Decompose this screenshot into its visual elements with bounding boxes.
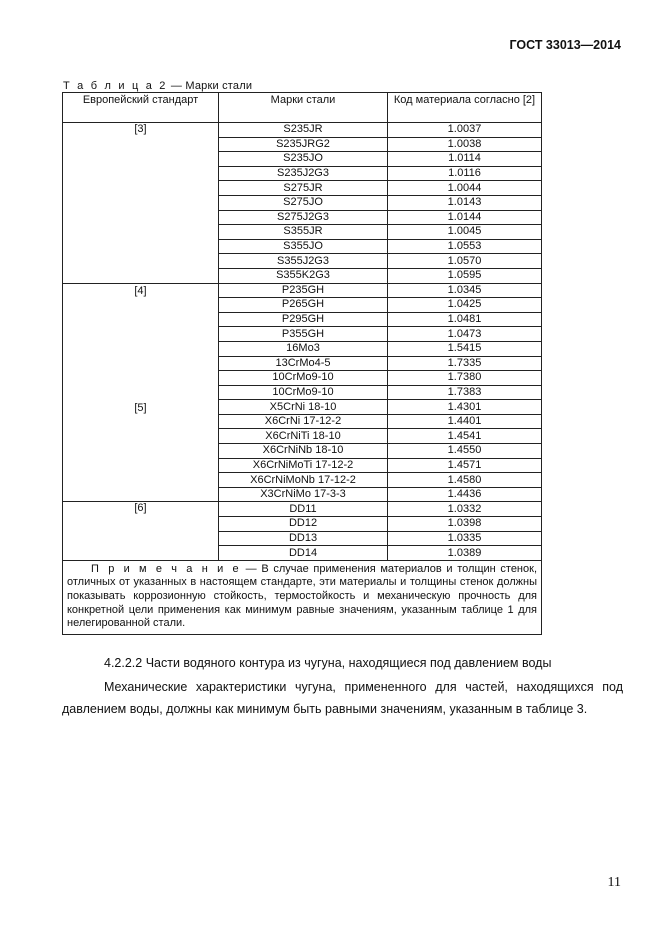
steel-grade-cell: DD12 <box>219 517 388 532</box>
material-code-cell: 1.0038 <box>388 137 542 152</box>
note-label: П р и м е ч а н и е <box>91 562 241 575</box>
table-note <box>63 560 542 634</box>
steel-grade-cell: S275J2G3 <box>219 210 388 225</box>
steel-grade-cell: P265GH <box>219 298 388 313</box>
note-text: — В случае применения материалов и толщин стенок, отличных от указанных в настоящем стандарте, эти материалы и толщины стенок должны показывать коррозионную стойкость, термостойкость и механическую прочность для конкретной цели применения как минимум равные значениям, указанным таблице 1 для нелегированной стали. <box>67 562 537 630</box>
document-header: ГОСТ 33013—2014 <box>509 38 621 52</box>
steel-grade-cell: S235JR <box>219 123 388 138</box>
table-body <box>63 123 542 635</box>
standard-label: [4] <box>134 284 147 297</box>
material-code-cell: 1.0481 <box>388 312 542 327</box>
standard-label: [5] <box>134 401 147 414</box>
steel-grade-cell: X5CrNi 18-10 <box>219 400 388 415</box>
steel-grade-cell: X3CrNiMo 17-3-3 <box>219 487 388 502</box>
material-code-cell: 1.0389 <box>388 546 542 561</box>
table-caption <box>63 80 252 92</box>
material-code-cell: 1.5415 <box>388 341 542 356</box>
steel-grade-cell: S355K2G3 <box>219 268 388 283</box>
table-header-row <box>63 93 542 123</box>
material-code-cell: 1.4401 <box>388 414 542 429</box>
steel-grade-cell: X6CrNiMoNb 17-12-2 <box>219 473 388 488</box>
material-code-cell: 1.0335 <box>388 531 542 546</box>
column-header-standard: Европейский стандарт <box>63 93 219 123</box>
material-code-cell: 1.0553 <box>388 239 542 254</box>
material-code-cell: 1.0425 <box>388 298 542 313</box>
material-code-cell: 1.0045 <box>388 225 542 240</box>
table-row <box>63 123 542 138</box>
page-number: 11 <box>607 875 621 890</box>
table-caption-prefix: Т а б л и ц а 2 <box>63 80 168 92</box>
table-row <box>63 283 542 298</box>
steel-grade-cell: S355JO <box>219 239 388 254</box>
steel-grade-cell: 10CrMo9-10 <box>219 385 388 400</box>
material-code-cell: 1.7335 <box>388 356 542 371</box>
body-paragraph: Механические характеристики чугуна, примененного для частей, находящихся под давлением воды, должны как минимум быть равными значениям, указанным в таблице 3. <box>62 680 623 716</box>
material-code-cell: 1.4436 <box>388 487 542 502</box>
column-header-code: Код материала согласно [2] <box>388 93 542 123</box>
steel-grade-cell: 10CrMo9-10 <box>219 371 388 386</box>
material-code-cell: 1.0037 <box>388 123 542 138</box>
standard-cell: [3] <box>63 123 219 284</box>
steel-grade-cell: S355JR <box>219 225 388 240</box>
steel-grade-cell: S235JO <box>219 152 388 167</box>
steel-grade-cell: DD13 <box>219 531 388 546</box>
material-code-cell: 1.0570 <box>388 254 542 269</box>
material-code-cell: 1.4571 <box>388 458 542 473</box>
material-code-cell: 1.0473 <box>388 327 542 342</box>
section-heading-4-2-2-2: 4.2.2.2 Части водяного контура из чугуна, находящиеся под давлением воды <box>104 656 552 670</box>
material-code-cell: 1.4580 <box>388 473 542 488</box>
steel-grade-cell: X6CrNi 17-12-2 <box>219 414 388 429</box>
material-code-cell: 1.0398 <box>388 517 542 532</box>
table-caption-text: — Марки стали <box>167 80 253 92</box>
material-code-cell: 1.0143 <box>388 195 542 210</box>
steel-grade-cell: S235JRG2 <box>219 137 388 152</box>
steel-grade-cell: X6CrNiTi 18-10 <box>219 429 388 444</box>
material-code-cell: 1.0116 <box>388 166 542 181</box>
table-row <box>63 502 542 517</box>
material-code-cell: 1.0332 <box>388 502 542 517</box>
material-code-cell: 1.0345 <box>388 283 542 298</box>
standard-cell: [6] <box>63 502 219 560</box>
column-header-grade: Марки стали <box>219 93 388 123</box>
steel-grade-cell: S355J2G3 <box>219 254 388 269</box>
material-code-cell: 1.4541 <box>388 429 542 444</box>
steel-grade-cell: DD14 <box>219 546 388 561</box>
steel-grade-cell: 16Mo3 <box>219 341 388 356</box>
material-code-cell: 1.0144 <box>388 210 542 225</box>
material-code-cell: 1.4550 <box>388 444 542 459</box>
material-code-cell: 1.7380 <box>388 371 542 386</box>
steel-grade-cell: S275JR <box>219 181 388 196</box>
table-note-row <box>63 560 542 634</box>
steel-grade-cell: P235GH <box>219 283 388 298</box>
material-code-cell: 1.4301 <box>388 400 542 415</box>
steel-grade-cell: X6CrNiMoTi 17-12-2 <box>219 458 388 473</box>
material-code-cell: 1.0595 <box>388 268 542 283</box>
steel-grade-cell: S235J2G3 <box>219 166 388 181</box>
steel-grade-cell: P355GH <box>219 327 388 342</box>
material-code-cell: 1.0114 <box>388 152 542 167</box>
steel-grade-cell: 13CrMo4-5 <box>219 356 388 371</box>
standard-cell <box>63 283 219 502</box>
steel-grades-table <box>62 92 542 635</box>
steel-grade-cell: S275JO <box>219 195 388 210</box>
steel-grade-cell: P295GH <box>219 312 388 327</box>
steel-grade-cell: X6CrNiNb 18-10 <box>219 444 388 459</box>
material-code-cell: 1.7383 <box>388 385 542 400</box>
material-code-cell: 1.0044 <box>388 181 542 196</box>
steel-grade-cell: DD11 <box>219 502 388 517</box>
